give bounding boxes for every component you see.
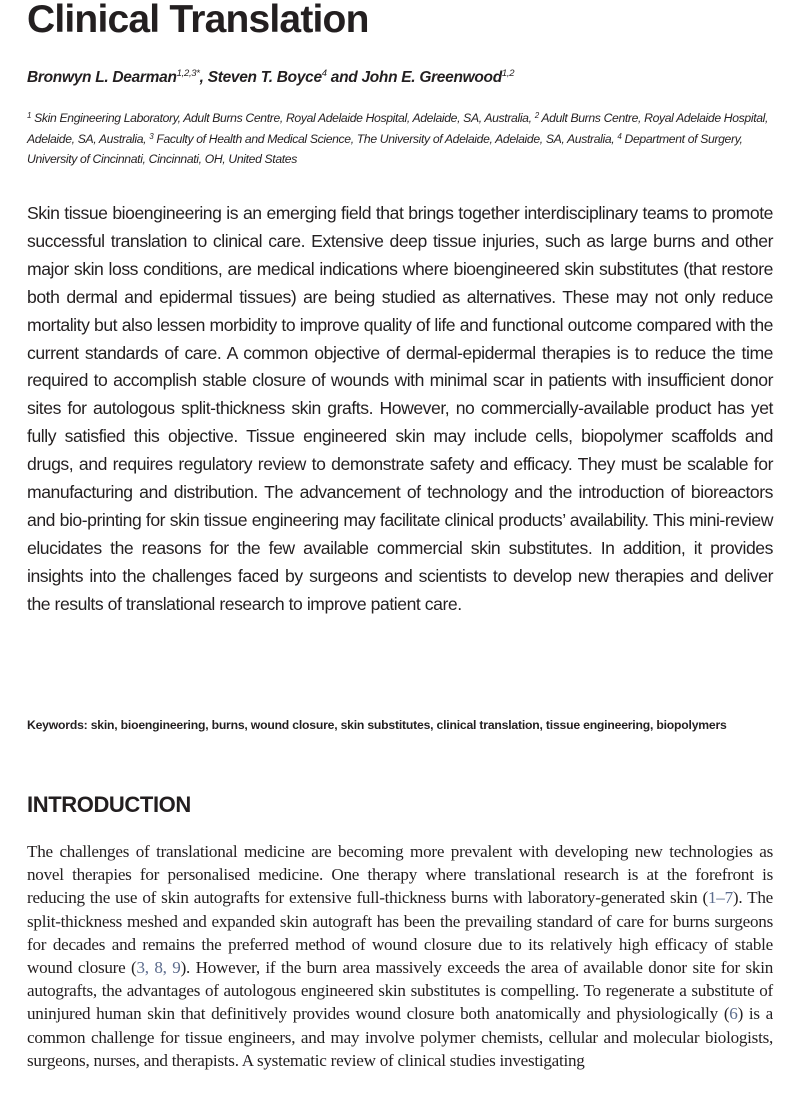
author-affiliation-marker: 4 [321,68,327,79]
citation-link[interactable]: 6 [729,1004,738,1024]
author-separator: , [199,69,208,86]
author-affiliation-marker: 1,2,3* [176,68,200,79]
affiliation-text: Adult Burns Centre, Royal Adelaide Hospital, Adelaide, SA, Australia, [27,111,769,146]
citation-link[interactable]: 3, 8, 9 [136,958,181,978]
introduction-paragraph [27,840,773,1072]
author-name: John E. Greenwood [361,69,502,86]
body-text: ). However, if the burn area massively exceeds the area of available donor site for skin autografts, the advantages of autologous engineered skin substitutes is compelling. To regenerate a substitute of uninjured human skin that definitively provides wound closure both anatomically and physiologically ( [27,958,774,1024]
affiliation-number: 1 [27,111,32,120]
article-title: Clinical Translation [27,0,369,41]
affiliation-number: 3 [149,131,154,141]
body-text: ) is a common challenge for tissue engineers, and may involve polymer chemists, cellular and molecular biologists, surgeons, nurses, and therapists. A systematic review of clinical studies investigating [27,1004,774,1070]
keywords: Keywords: skin, bioengineering, burns, wound closure, skin substitutes, clinical translation, tissue engineering, biopolymers [27,718,727,732]
author-affiliation-marker: 1,2 [501,68,515,79]
affiliation-text: Skin Engineering Laboratory, Adult Burns Centre, Royal Adelaide Hospital, Adelaide, SA, Australia, [31,111,535,125]
abstract: Skin tissue bioengineering is an emerging field that brings together interdisciplinary teams to promote successful translation to clinical care. Extensive deep tissue injuries, such as large burns and other major skin loss conditions, are medical indications where bioengineered skin substitutes (that restore both dermal and epidermal tissues) are being studied as alternatives. These may not only reduce mortality but also lessen morbidity to improve quality of life and functional outcome compared with the current standards of care. A common objective of dermal-epidermal therapies is to reduce the time required to accomplish stable closure of wounds with minimal scar in patients with insufficient donor sites for autologous split-thickness skin grafts. However, no commercially-available product has yet fully satisfied this objective. Tissue engineered skin may include cells, biopolymer scaffolds and drugs, and requires regulatory review to demonstrate safety and efficacy. They must be scalable for manufacturing and distribution. The advancement of technology and the introduction of bioreactors and bio-printing for skin tissue engineering may facilitate clinical products’ availability. This mini-review elucidates the reasons for the few available commercial skin substitutes. In addition, it provides insights into the challenges faced by surgeons and scientists to develop new therapies and deliver the results of translational research to improve patient care. [27,203,773,614]
citation-link[interactable]: 1–7 [708,888,733,908]
author-name: Steven T. Boyce [207,69,322,86]
affiliation-text: Faculty of Health and Medical Science, The University of Adelaide, Adelaide, SA, Australia, [153,131,618,146]
affiliations [27,108,773,170]
affiliation-number: 2 [534,111,539,120]
affiliation-text: Department of Surgery, University of Cincinnati, Cincinnati, OH, United States [27,131,743,166]
author-list [27,69,514,87]
body-text: ). The split-thickness meshed and expanded skin autograft has been the prevailing standard of care for burns surgeons for decades and remains the preferred method of wound closure due to its relatively high efficacy of stable wound closure ( [27,888,773,978]
affiliation-number: 4 [617,131,622,141]
author-separator: and [326,69,362,86]
section-heading-introduction: INTRODUCTION [27,792,191,817]
author-name: Bronwyn L. Dearman [27,69,177,86]
body-text: The challenges of translational medicine are becoming more prevalent with developing new technologies as novel therapies for personalised medicine. One therapy where translational research is at the forefront is reducing the use of skin autografts for extensive full-thickness burns with laboratory-generated skin ( [27,842,773,908]
